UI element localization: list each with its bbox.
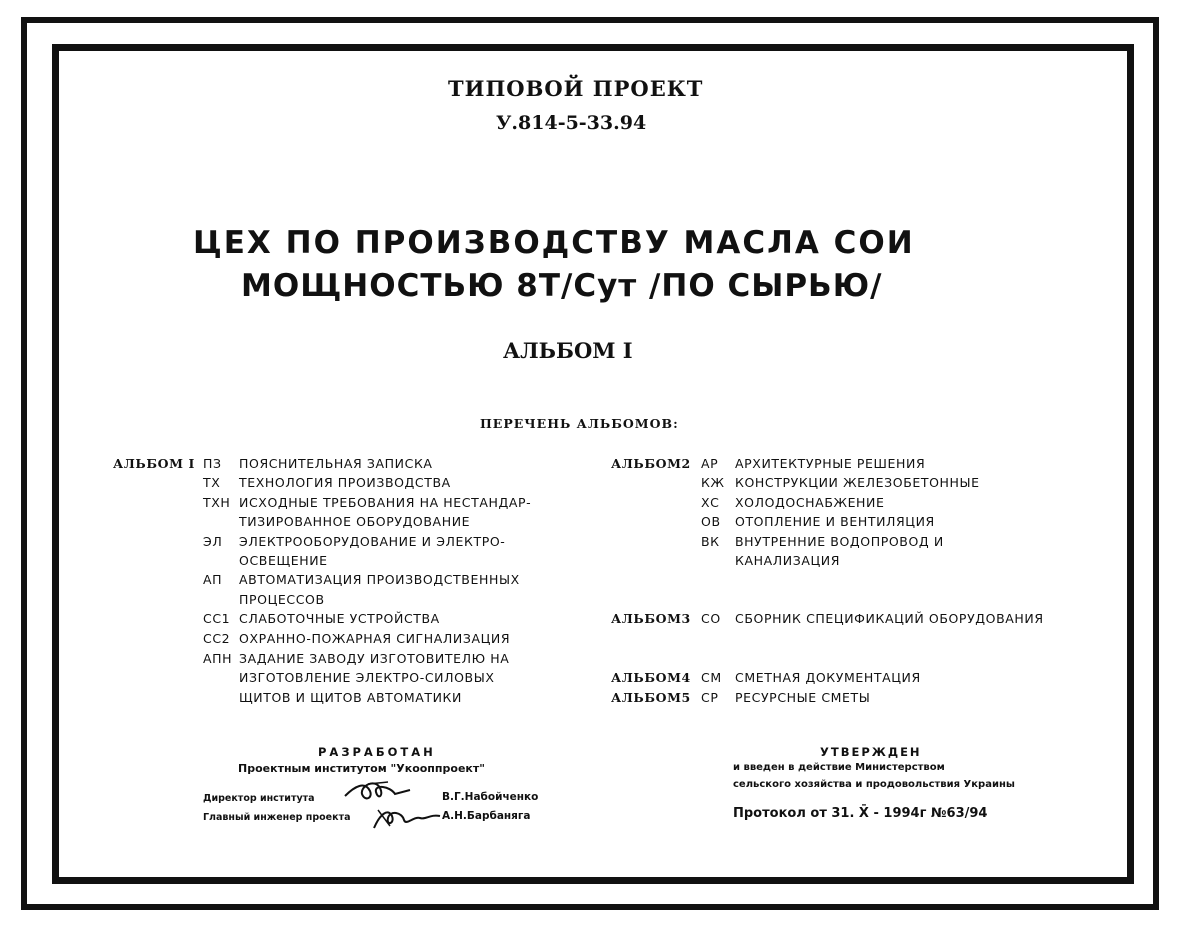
section-code: ТХН (203, 495, 231, 510)
album-number: АЛЬБОМ3 (611, 611, 691, 626)
main-title-line-2: МОЩНОСТЬЮ 8Т/Сут /ПО СЫРЬЮ/ (241, 268, 883, 304)
section-description: РЕСУРСНЫЕ СМЕТЫ (735, 690, 871, 705)
section-code: ВК (701, 534, 720, 549)
approval-heading: УТВЕРЖДЕН (820, 745, 922, 759)
section-code: СС1 (203, 611, 231, 626)
engineer-role: Главный инженер проекта (203, 812, 351, 823)
section-description: ВНУТРЕННИЕ ВОДОПРОВОД И (735, 534, 944, 549)
section-description: СЛАБОТОЧНЫЕ УСТРОЙСТВА (239, 611, 440, 626)
developer-heading: РАЗРАБОТАН (318, 745, 436, 759)
developer-institute: Проектным институтом "Укооппроект" (238, 762, 485, 775)
approval-line-1: и введен в действие Министерством (733, 762, 945, 773)
director-role: Директор института (203, 793, 315, 804)
album-number: АЛЬБОМ4 (611, 670, 691, 685)
section-code: КЖ (701, 475, 725, 490)
section-code: ТХ (203, 475, 221, 490)
section-description: СМЕТНАЯ ДОКУМЕНТАЦИЯ (735, 670, 921, 685)
section-code: СС2 (203, 631, 231, 646)
director-name: В.Г.Набойченко (442, 791, 539, 803)
section-description: ОХРАННО-ПОЖАРНАЯ СИГНАЛИЗАЦИЯ (239, 631, 511, 646)
section-description: ЩИТОВ И ЩИТОВ АВТОМАТИКИ (239, 690, 462, 705)
section-description: ПОЯСНИТЕЛЬНАЯ ЗАПИСКА (239, 456, 433, 471)
list-title: ПЕРЕЧЕНЬ АЛЬБОМОВ: (480, 416, 679, 431)
section-description: ТЕХНОЛОГИЯ ПРОИЗВОДСТВА (239, 475, 451, 490)
engineer-name: А.Н.Барбаняга (442, 810, 531, 822)
section-description: АВТОМАТИЗАЦИЯ ПРОИЗВОДСТВЕННЫХ (239, 572, 520, 587)
section-description: СБОРНИК СПЕЦИФИКАЦИЙ ОБОРУДОВАНИЯ (735, 611, 1044, 626)
album-number: АЛЬБОМ5 (611, 690, 691, 705)
project-code: У.814-5-33.94 (496, 112, 647, 134)
section-description: КАНАЛИЗАЦИЯ (735, 553, 841, 568)
section-description: ПРОЦЕССОВ (239, 592, 325, 607)
section-code: СМ (701, 670, 722, 685)
section-description: ТИЗИРОВАННОЕ ОБОРУДОВАНИЕ (239, 514, 471, 529)
approval-line-2: сельского хозяйства и продовольствия Украины (733, 779, 1015, 790)
section-code: АР (701, 456, 719, 471)
section-description: КОНСТРУКЦИИ ЖЕЛЕЗОБЕТОННЫЕ (735, 475, 980, 490)
album-number: АЛЬБОМ2 (611, 456, 691, 471)
section-description: ОТОПЛЕНИЕ И ВЕНТИЛЯЦИЯ (735, 514, 935, 529)
section-description: ЭЛЕКТРООБОРУДОВАНИЕ И ЭЛЕКТРО- (239, 534, 506, 549)
section-code: ЭЛ (203, 534, 223, 549)
engineer-signature (370, 804, 450, 832)
section-code: АП (203, 572, 223, 587)
director-signature (340, 776, 430, 806)
album-label: АЛЬБОМ I (503, 338, 633, 363)
section-code: АПН (203, 651, 233, 666)
section-description: ЗАДАНИЕ ЗАВОДУ ИЗГОТОВИТЕЛЮ НА (239, 651, 510, 666)
album-number: АЛЬБОМ I (113, 456, 195, 471)
section-description: ОСВЕЩЕНИЕ (239, 553, 328, 568)
section-code: ХС (701, 495, 720, 510)
section-description: ИСХОДНЫЕ ТРЕБОВАНИЯ НА НЕСТАНДАР- (239, 495, 532, 510)
section-code: СО (701, 611, 721, 626)
section-code: ПЗ (203, 456, 222, 471)
section-code: ОВ (701, 514, 721, 529)
section-code: СР (701, 690, 719, 705)
main-title-line-1: ЦЕХ ПО ПРОИЗВОДСТВУ МАСЛА СОИ (193, 225, 915, 261)
section-description: ИЗГОТОВЛЕНИЕ ЭЛЕКТРО-СИЛОВЫХ (239, 670, 495, 685)
section-description: АРХИТЕКТУРНЫЕ РЕШЕНИЯ (735, 456, 926, 471)
protocol-line: Протокол от 31. X̄ - 1994г №63/94 (733, 806, 988, 821)
section-description: ХОЛОДОСНАБЖЕНИЕ (735, 495, 885, 510)
header-title: ТИПОВОЙ ПРОЕКТ (448, 76, 704, 101)
